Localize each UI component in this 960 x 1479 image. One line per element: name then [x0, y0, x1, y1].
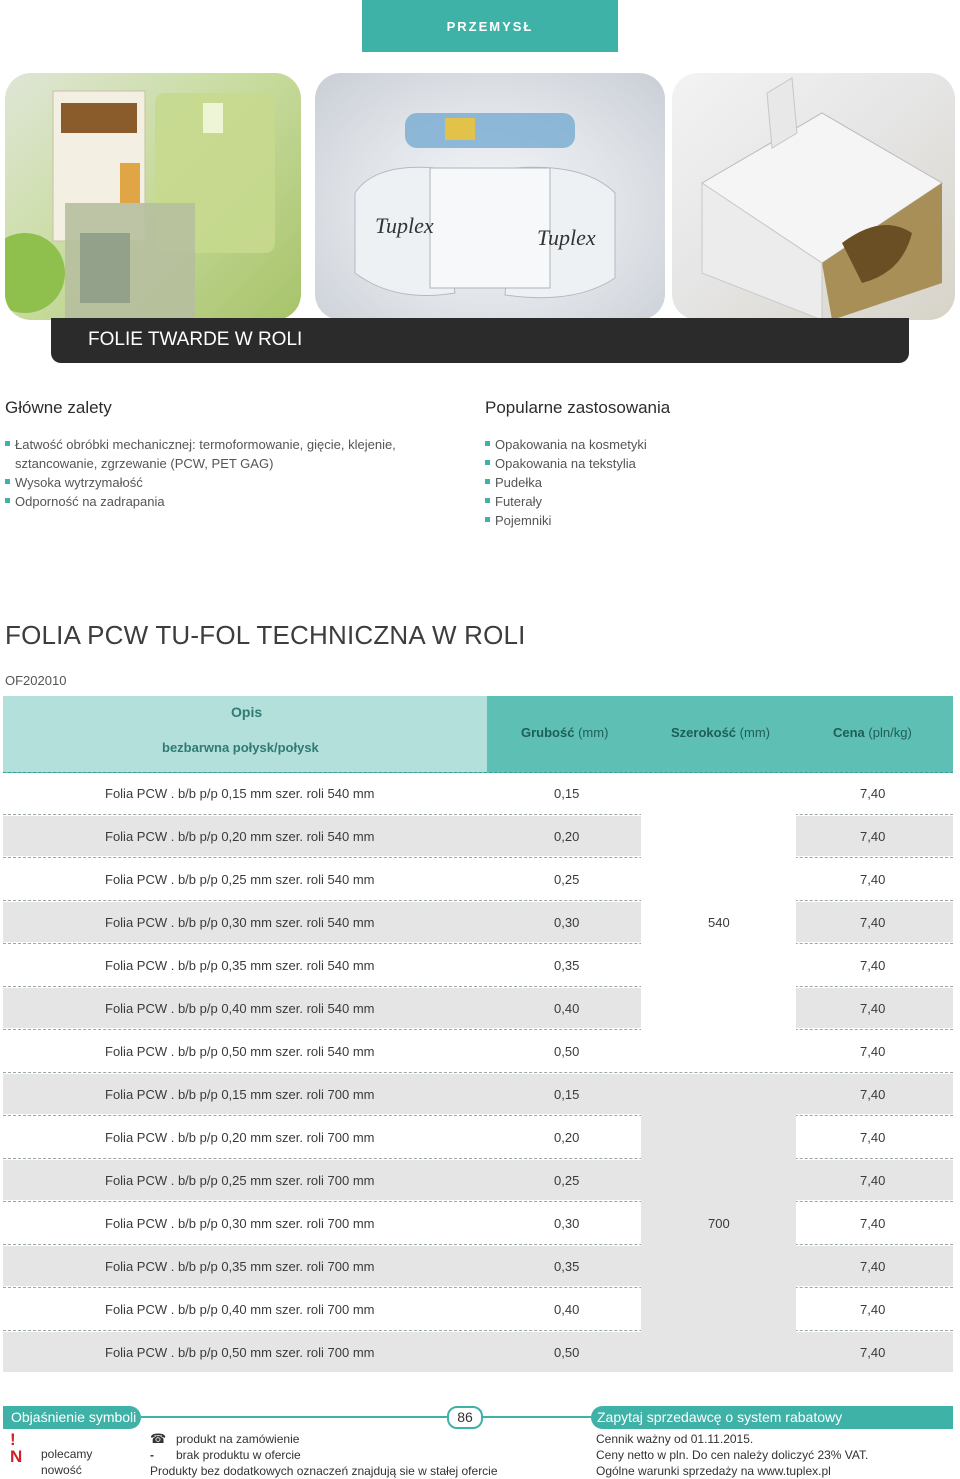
- bullet-icon: [485, 441, 490, 446]
- exclamation-icon: !: [10, 1430, 16, 1449]
- width-cell-540: [641, 773, 796, 1071]
- table-row: Folia PCW . b/b p/p 0,30 mm szer. roli 540 mm 0,30 7,40: [3, 902, 953, 942]
- list-item: Łatwość obróbki mechanicznej: termoformowanie, gięcie, klejenie,: [5, 435, 465, 454]
- product-code: OF202010: [5, 673, 67, 688]
- bullet-icon: [485, 460, 490, 465]
- list-item: Odporność na zadrapania: [5, 492, 465, 511]
- phone-icon: ☎: [150, 1431, 167, 1446]
- table-row: Folia PCW . b/b p/p 0,25 mm szer. roli 700 mm 0,25 7,40: [3, 1160, 953, 1200]
- legend-title: Objaśnienie symboli: [11, 1409, 137, 1425]
- advantages-section: [5, 398, 465, 511]
- legend-labels: [41, 1446, 92, 1478]
- width-cell-700: [641, 1074, 796, 1372]
- bullet-icon: [485, 498, 490, 503]
- legend-order-label: produkt na zamówienie: [176, 1432, 300, 1446]
- page-number: 86: [447, 1406, 483, 1429]
- cosmetics-boxes-photo: [5, 73, 301, 320]
- table-row: Folia PCW . b/b p/p 0,25 mm szer. roli 540 mm 0,25 7,40: [3, 859, 953, 899]
- list-item: Pudełka: [485, 473, 945, 492]
- footer-divider: [141, 1416, 591, 1418]
- advantages-title: Główne zalety: [5, 398, 112, 417]
- header-price: Cena (pln/kg): [833, 725, 912, 740]
- category-banner: [51, 318, 909, 363]
- rebate-bar: [591, 1406, 953, 1429]
- dash-icon: -: [150, 1448, 154, 1462]
- svg-text:Tuplex: Tuplex: [375, 213, 434, 238]
- table-row: Folia PCW . b/b p/p 0,20 mm szer. roli 700 mm 0,20 7,40: [3, 1117, 953, 1157]
- table-row: Folia PCW . b/b p/p 0,35 mm szer. roli 540 mm 0,35 7,40: [3, 945, 953, 985]
- list-item: Pojemniki: [485, 511, 945, 530]
- category-title: FOLIE TWARDE W ROLI: [88, 329, 303, 350]
- section-tag: PRZEMYSŁ: [362, 0, 618, 52]
- list-item: sztancowanie, zgrzewanie (PCW, PET GAG): [15, 456, 274, 471]
- product-title: FOLIA PCW TU-FOL TECHNICZNA W ROLI: [5, 620, 526, 650]
- advantages-list: [5, 435, 465, 511]
- price-info: [596, 1431, 868, 1479]
- bullet-icon: [5, 441, 10, 446]
- price-valid: Cennik ważny od 01.11.2015.: [596, 1432, 754, 1446]
- legend-recommend-label: polecamy: [41, 1447, 93, 1461]
- new-icon: N: [10, 1447, 23, 1466]
- table-row: Folia PCW . b/b p/p 0,20 mm szer. roli 540 mm 0,20 7,40: [3, 816, 953, 856]
- header-opis-sub: bezbarwna połysk/połysk: [162, 740, 319, 755]
- transparent-box-photo: [672, 73, 955, 320]
- width-value: 540: [708, 915, 730, 930]
- list-item: Opakowania na kosmetyki: [485, 435, 945, 454]
- list-item: Wysoka wytrzymałość: [5, 473, 465, 492]
- header-width: Szerokość (mm): [671, 725, 770, 740]
- legend-nostock-label: brak produktu w ofercie: [176, 1448, 301, 1462]
- table-row: Folia PCW . b/b p/p 0,40 mm szer. roli 700 mm 0,40 7,40: [3, 1289, 953, 1329]
- table-header: [3, 696, 953, 773]
- legend-symbols: [10, 1432, 30, 1466]
- bullet-icon: [5, 479, 10, 484]
- legend-extra: [150, 1431, 498, 1479]
- legend-title-bar: [3, 1406, 141, 1429]
- terms-link: Ogólne warunki sprzedaży na www.tuplex.pl: [596, 1464, 831, 1478]
- bullet-icon: [485, 517, 490, 522]
- table-row: Folia PCW . b/b p/p 0,50 mm szer. roli 540 mm 0,50 7,40: [3, 1031, 953, 1071]
- rebate-title: Zapytaj sprzedawcę o system rabatowy: [597, 1409, 843, 1425]
- svg-text:Tuplex: Tuplex: [537, 225, 596, 250]
- bullet-icon: [485, 479, 490, 484]
- width-value: 700: [708, 1216, 730, 1231]
- applications-title: Popularne zastosowania: [485, 398, 671, 417]
- table-row: Folia PCW . b/b p/p 0,50 mm szer. roli 700 mm 0,50 7,40: [3, 1332, 953, 1372]
- table-row: Folia PCW . b/b p/p 0,30 mm szer. roli 700 mm 0,30 7,40: [3, 1203, 953, 1243]
- table-row: Folia PCW . b/b p/p 0,15 mm szer. roli 540 mm 0,15 7,40: [3, 773, 953, 813]
- price-vat: Ceny netto w pln. Do cen należy doliczyć 23% VAT.: [596, 1448, 869, 1462]
- header-thickness: Grubość (mm): [521, 725, 609, 740]
- legend-new-label: nowość: [41, 1463, 82, 1477]
- table-row: Folia PCW . b/b p/p 0,15 mm szer. roli 700 mm 0,15 7,40: [3, 1074, 953, 1114]
- clear-pvc-bags-photo: [315, 73, 665, 320]
- list-item: Futerały: [485, 492, 945, 511]
- header-opis: Opis: [231, 704, 263, 720]
- table-row: Folia PCW . b/b p/p 0,35 mm szer. roli 700 mm 0,35 7,40: [3, 1246, 953, 1286]
- table-row: Folia PCW . b/b p/p 0,40 mm szer. roli 540 mm 0,40 7,40: [3, 988, 953, 1028]
- bullet-icon: [5, 498, 10, 503]
- applications-list: [485, 435, 945, 530]
- legend-note: Produkty bez dodatkowych oznaczeń znajdują sie w stałej ofercie: [150, 1464, 498, 1478]
- applications-section: [485, 398, 945, 530]
- list-item: Opakowania na tekstylia: [485, 454, 945, 473]
